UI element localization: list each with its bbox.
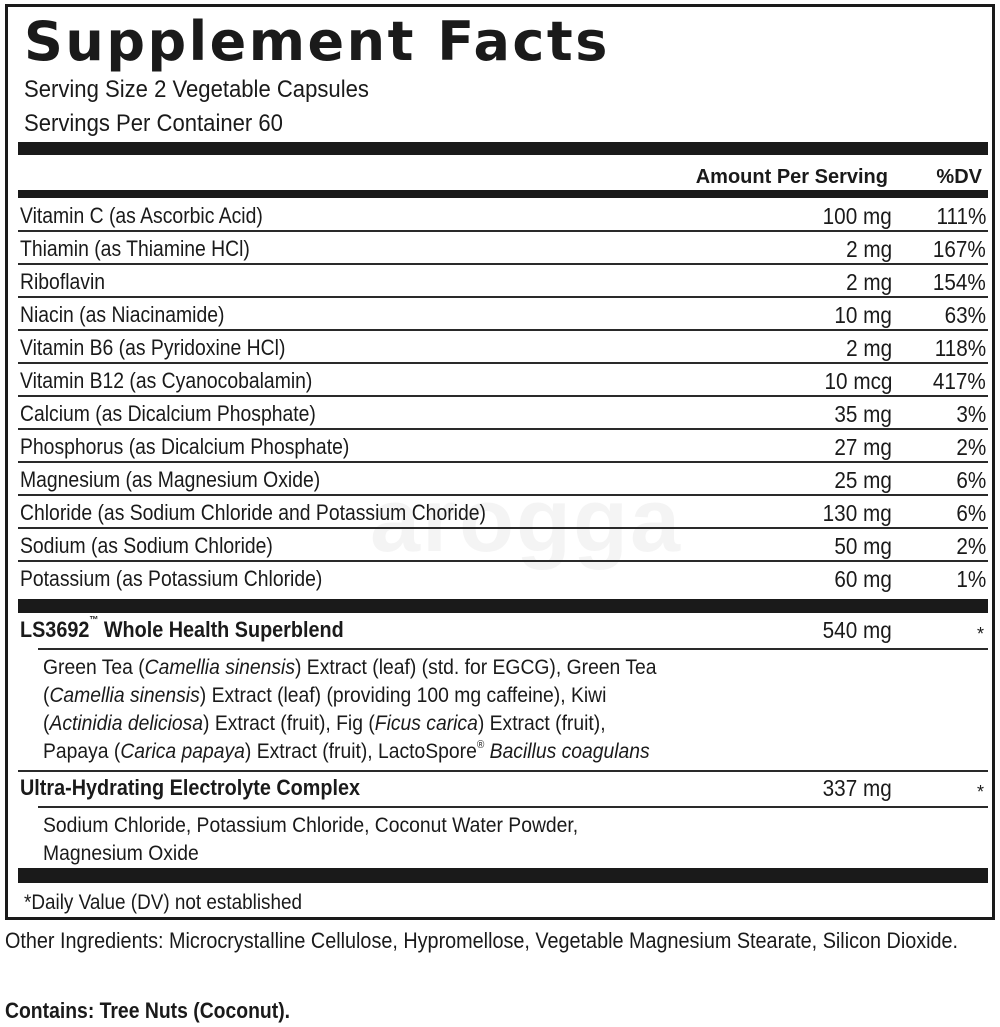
nutrient-name: Vitamin C (as Ascorbic Acid) bbox=[20, 203, 263, 228]
nutrient-amount: 130 mg bbox=[822, 500, 892, 526]
nutrient-amount: 2 mg bbox=[845, 236, 892, 262]
thick-divider bbox=[18, 142, 988, 155]
table-row bbox=[18, 365, 988, 397]
thick-divider bbox=[18, 599, 988, 613]
allergen-statement: Contains: Tree Nuts (Coconut). bbox=[5, 998, 291, 1023]
table-row bbox=[18, 398, 988, 430]
sub-divider bbox=[38, 806, 988, 808]
nutrient-dv: 111% bbox=[936, 203, 986, 229]
table-row bbox=[18, 563, 988, 595]
panel-title: Supplement Facts bbox=[24, 10, 610, 73]
nutrient-dv: 2% bbox=[956, 533, 986, 559]
thick-divider bbox=[18, 868, 988, 883]
nutrient-amount: 10 mg bbox=[834, 302, 892, 328]
nutrient-dv: 6% bbox=[956, 500, 986, 526]
sub-divider bbox=[38, 648, 988, 650]
other-ingredients: Other Ingredients: Microcrystalline Cellulose, Hypromellose, Vegetable Magnesium Stearate, Silicon Dioxide. bbox=[5, 928, 959, 953]
nutrient-dv: 154% bbox=[933, 269, 986, 295]
registered-symbol: ® bbox=[476, 739, 485, 751]
blend-amount: 540 mg bbox=[822, 617, 892, 643]
nutrient-name: Potassium (as Potassium Chloride) bbox=[20, 566, 323, 591]
nutrient-name: Calcium (as Dicalcium Phosphate) bbox=[20, 401, 316, 426]
nutrient-amount: 10 mcg bbox=[824, 368, 892, 394]
nutrient-name: Sodium (as Sodium Chloride) bbox=[20, 533, 273, 558]
nutrient-amount: 25 mg bbox=[834, 467, 892, 493]
blend-dv: * bbox=[976, 624, 984, 644]
table-row bbox=[18, 497, 988, 529]
dv-footnote: *Daily Value (DV) not established bbox=[24, 891, 303, 914]
table-row bbox=[18, 299, 988, 331]
table-row bbox=[18, 332, 988, 364]
nutrient-name: Chloride (as Sodium Chloride and Potassium Choride) bbox=[20, 500, 486, 525]
nutrient-amount: 50 mg bbox=[834, 533, 892, 559]
nutrient-dv: 118% bbox=[934, 335, 986, 361]
blend-name: Ultra-Hydrating Electrolyte Complex bbox=[20, 775, 360, 800]
electrolyte-ingredients: Sodium Chloride, Potassium Chloride, Coconut Water Powder, Magnesium Oxide bbox=[43, 814, 579, 865]
nutrient-dv: 167% bbox=[933, 236, 986, 262]
thick-divider bbox=[18, 190, 988, 198]
dv-header: %DV bbox=[936, 166, 982, 188]
blend-name: LS3692™ Whole Health Superblend bbox=[20, 615, 344, 642]
amount-per-serving-header: Amount Per Serving bbox=[695, 166, 888, 188]
nutrient-name: Phosphorus (as Dicalcium Phosphate) bbox=[20, 434, 350, 459]
nutrient-dv: 1% bbox=[956, 566, 986, 592]
table-row bbox=[18, 530, 988, 562]
nutrient-dv: 3% bbox=[956, 401, 986, 427]
thin-divider bbox=[18, 770, 988, 772]
serving-size: Serving Size 2 Vegetable Capsules bbox=[24, 76, 369, 103]
nutrient-name: Riboflavin bbox=[20, 269, 106, 294]
blend-amount: 337 mg bbox=[822, 775, 892, 801]
nutrient-amount: 60 mg bbox=[834, 566, 892, 592]
nutrient-name: Magnesium (as Magnesium Oxide) bbox=[20, 467, 321, 492]
nutrient-name: Niacin (as Niacinamide) bbox=[20, 302, 225, 327]
nutrient-amount: 100 mg bbox=[822, 203, 892, 229]
nutrient-name: Thiamin (as Thiamine HCl) bbox=[20, 236, 250, 261]
table-row bbox=[18, 431, 988, 463]
nutrient-dv: 417% bbox=[933, 368, 986, 394]
nutrient-amount: 35 mg bbox=[834, 401, 892, 427]
table-row bbox=[18, 200, 988, 232]
supplement-facts-panel bbox=[5, 4, 995, 920]
nutrient-amount: 2 mg bbox=[845, 335, 892, 361]
servings-per-container: Servings Per Container 60 bbox=[24, 110, 283, 137]
table-row bbox=[18, 464, 988, 496]
table-row bbox=[18, 266, 988, 298]
nutrient-dv: 63% bbox=[944, 302, 986, 328]
nutrient-name: Vitamin B6 (as Pyridoxine HCl) bbox=[20, 335, 286, 360]
nutrient-amount: 27 mg bbox=[834, 434, 892, 460]
blend-dv: * bbox=[976, 782, 984, 802]
nutrient-name: Vitamin B12 (as Cyanocobalamin) bbox=[20, 368, 313, 393]
superblend-ingredients: Green Tea (Camellia sinensis) Extract (leaf) (std. for EGCG), Green Tea (Camellia sinensis) Extract (leaf) (providing 100 mg caffeine), Kiwi (Actinidia deliciosa) Extract (fruit), Fig (Ficus carica) Extract (fruit), Papaya (Carica papaya) Extract (fruit), LactoSpore® Bacillus coagulans bbox=[43, 656, 657, 763]
nutrient-dv: 6% bbox=[956, 467, 986, 493]
table-row bbox=[18, 233, 988, 265]
nutrient-dv: 2% bbox=[956, 434, 986, 460]
nutrient-amount: 2 mg bbox=[845, 269, 892, 295]
trademark-symbol: ™ bbox=[89, 615, 99, 626]
